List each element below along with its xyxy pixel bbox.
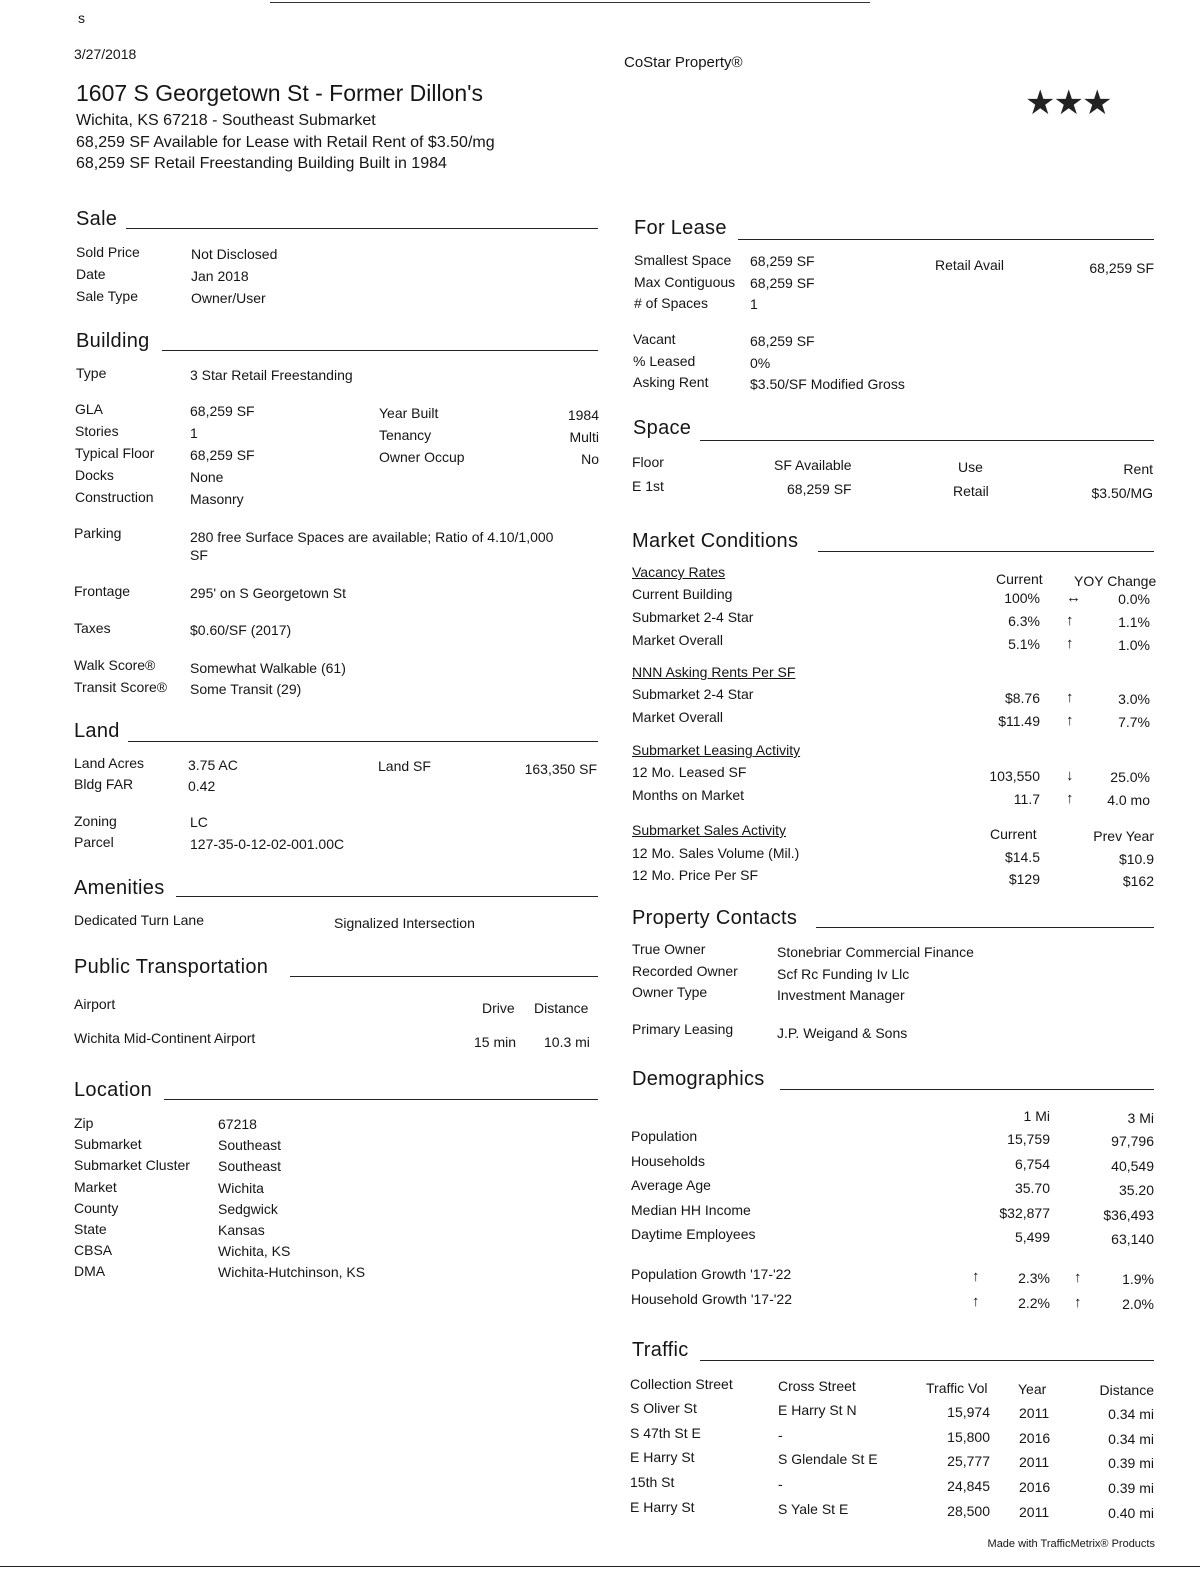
space-use: Retail [953, 483, 989, 499]
star-rating-icon: ★★★ [1025, 84, 1111, 122]
drive-col-header: Drive [482, 1000, 515, 1016]
contact-value: Stonebriar Commercial Finance [777, 944, 974, 960]
location-label: Submarket [74, 1136, 142, 1153]
building-right-value: 1984 [567, 407, 599, 423]
transport-rule [290, 976, 598, 977]
transit-score-label: Transit Score® [74, 679, 168, 695]
location-label: CBSA [74, 1242, 113, 1259]
demo-label: Median HH Income [631, 1201, 751, 1218]
contacts-rule [816, 927, 1154, 928]
demo-1mi: 35.70 [1014, 1180, 1050, 1196]
amenity-item: Signalized Intersection [334, 915, 475, 931]
traffic-collection: S 47th St E [630, 1424, 701, 1441]
traffic-cross: - [778, 1476, 783, 1493]
airport-name: Wichita Mid-Continent Airport [74, 1030, 256, 1046]
amenities-rule [176, 896, 598, 897]
traffic-col-year: Year [1018, 1381, 1047, 1397]
market-label: Months on Market [632, 787, 745, 803]
bottom-edge-line [0, 1566, 1200, 1567]
market-change: 3.0% [1118, 691, 1150, 707]
traffic-distance: 0.40 mi [1108, 1504, 1154, 1521]
growth-3mi: 1.9% [1122, 1271, 1154, 1287]
traffic-cross: E Harry St N [778, 1402, 857, 1418]
building-label: GLA [75, 401, 104, 417]
trend-arrow-icon: ↔ [1066, 589, 1081, 606]
sales-prev: $10.9 [1118, 851, 1154, 867]
contact-label: Recorded Owner [632, 962, 738, 979]
building-type-value: 3 Star Retail Freestanding [190, 367, 353, 383]
taxes-label: Taxes [74, 620, 111, 636]
trend-arrow-icon: ↓ [1066, 767, 1074, 784]
retail-avail-label: Retail Avail [935, 257, 1005, 273]
building-right-value: Multi [569, 429, 599, 445]
trend-arrow-icon: ↑ [1074, 1294, 1082, 1311]
sale-label: Sale Type [76, 288, 139, 304]
parking-label: Parking [74, 525, 122, 541]
trend-arrow-icon: ↑ [1066, 790, 1074, 807]
location-value: Wichita [218, 1179, 264, 1196]
location-value: Kansas [218, 1222, 265, 1238]
growth-label: Household Growth '17-'22 [631, 1291, 792, 1307]
subtitle-lease: 68,259 SF Available for Lease with Retail Rent of $3.50/mg [76, 134, 495, 151]
building-right-label: Tenancy [379, 427, 432, 443]
parcel-value: 127-35-0-12-02-001.00C [190, 836, 345, 852]
building-value: 68,259 SF [190, 447, 255, 463]
lease-heading: For Lease [634, 217, 727, 239]
traffic-collection: S Oliver St [630, 1400, 697, 1416]
traffic-cross: S Yale St E [778, 1500, 849, 1517]
amenity-item: Dedicated Turn Lane [74, 912, 204, 928]
market-label: Market Overall [632, 709, 724, 725]
market-current: 100% [1004, 590, 1040, 606]
lease-value: 68,259 SF [750, 274, 815, 291]
bldg-far-value: 0.42 [188, 778, 216, 794]
traffic-col-vol: Traffic Vol [926, 1380, 988, 1396]
page-title: 1607 S Georgetown St - Former Dillon's [76, 80, 484, 106]
parking-value-line2: SF [190, 547, 208, 563]
lease-value: $3.50/SF Modified Gross [750, 376, 905, 392]
building-type-label: Type [76, 365, 107, 381]
sales-activity-title: Submarket Sales Activity [632, 822, 787, 838]
space-col-sf: SF Available [774, 457, 852, 473]
lease-value: 68,259 SF [750, 333, 815, 349]
traffic-col-collection: Collection Street [630, 1376, 733, 1392]
demo-3mi: 35.20 [1118, 1182, 1154, 1198]
amenities-heading: Amenities [74, 877, 165, 899]
land-heading: Land [74, 720, 120, 742]
sale-label: Date [76, 266, 106, 282]
land-rule [128, 741, 598, 742]
market-label: Current Building [632, 586, 733, 602]
building-label: Typical Floor [75, 445, 155, 461]
land-acres-label: Land Acres [74, 755, 145, 771]
bldg-far-label: Bldg FAR [74, 776, 134, 792]
location-rule [164, 1099, 598, 1100]
building-value: 68,259 SF [190, 403, 255, 419]
demo-label: Population [631, 1128, 698, 1144]
nnn-rents-title: NNN Asking Rents Per SF [632, 664, 796, 680]
location-label: Market [74, 1178, 117, 1195]
sale-value: Jan 2018 [191, 268, 249, 284]
traffic-col-distance: Distance [1099, 1382, 1154, 1398]
primary-leasing-value: J.P. Weigand & Sons [777, 1025, 908, 1041]
airport-col-header: Airport [74, 996, 116, 1012]
demo-label: Households [631, 1152, 705, 1169]
location-heading: Location [74, 1079, 153, 1101]
sale-value: Owner/User [191, 290, 266, 306]
building-right-value: No [581, 451, 599, 467]
taxes-value: $0.60/SF (2017) [190, 622, 292, 638]
zoning-label: Zoning [74, 813, 117, 829]
growth-label: Population Growth '17-'22 [631, 1266, 792, 1282]
traffic-vol: 15,800 [947, 1428, 990, 1445]
subtitle-location: Wichita, KS 67218 - Southeast Submarket [76, 112, 376, 129]
trend-arrow-icon: ↑ [1066, 612, 1074, 629]
traffic-vol: 28,500 [947, 1502, 990, 1519]
demo-label: Average Age [631, 1177, 711, 1193]
traffic-vol: 25,777 [947, 1453, 990, 1470]
space-sf: 68,259 SF [787, 481, 852, 497]
trend-arrow-icon: ↑ [1066, 635, 1074, 652]
leasing-activity-title: Submarket Leasing Activity [632, 742, 801, 758]
market-change: 4.0 mo [1107, 792, 1150, 808]
location-label: DMA [74, 1263, 106, 1280]
market-change: 7.7% [1118, 714, 1150, 730]
traffic-year: 2011 [1019, 1503, 1050, 1520]
traffic-cross: - [778, 1426, 783, 1443]
demo-1mi: 5,499 [1014, 1229, 1050, 1245]
current-col-header: Current [996, 571, 1043, 587]
market-label: Submarket 2-4 Star [632, 609, 754, 625]
location-label: Zip [74, 1115, 94, 1131]
zoning-value: LC [190, 814, 208, 830]
growth-3mi: 2.0% [1122, 1296, 1154, 1312]
market-change: 0.0% [1118, 591, 1150, 607]
space-col-floor: Floor [632, 454, 664, 470]
traffic-collection: 15th St [630, 1474, 675, 1491]
brand-name: CoStar Property® [624, 54, 743, 71]
space-rent: $3.50/MG [1091, 485, 1153, 501]
lease-label: Smallest Space [634, 252, 732, 268]
market-current: 5.1% [1008, 636, 1040, 652]
contact-value: Investment Manager [777, 987, 905, 1003]
parking-value-line1: 280 free Surface Spaces are available; Ratio of 4.10/1,000 [190, 529, 554, 545]
location-value: Southeast [218, 1158, 282, 1175]
lease-value: 68,259 SF [750, 253, 815, 269]
retail-avail-value: 68,259 SF [1089, 260, 1154, 276]
lease-rule [738, 239, 1154, 240]
traffic-year: 2011 [1019, 1454, 1050, 1471]
traffic-distance: 0.34 mi [1108, 1430, 1154, 1447]
demo-3mi: $36,493 [1103, 1206, 1154, 1223]
building-label: Construction [75, 489, 154, 505]
contact-value: Scf Rc Funding Iv Llc [777, 965, 910, 982]
sales-prev-header: Prev Year [1093, 828, 1154, 844]
space-col-use: Use [958, 459, 983, 475]
lease-value: 1 [750, 296, 758, 312]
transit-score-value: Some Transit (29) [190, 681, 302, 697]
space-floor: E 1st [632, 478, 664, 494]
location-value: Southeast [218, 1137, 282, 1154]
sale-label: Sold Price [76, 244, 140, 260]
trend-arrow-icon: ↑ [1066, 689, 1074, 706]
trend-arrow-icon: ↑ [972, 1293, 980, 1310]
lease-label: Max Contiguous [634, 273, 736, 290]
airport-drive: 15 min [474, 1034, 517, 1050]
contact-label: Owner Type [632, 984, 708, 1000]
market-current: $11.49 [998, 713, 1040, 729]
trend-arrow-icon: ↑ [1074, 1269, 1082, 1286]
demo-1mi: 6,754 [1014, 1155, 1050, 1172]
demo-label: Daytime Employees [631, 1226, 756, 1242]
building-right-label: Owner Occup [379, 449, 465, 465]
yoy-col-header: YOY Change [1074, 573, 1157, 589]
demo-1mi: 15,759 [1007, 1131, 1050, 1147]
traffic-collection: E Harry St [630, 1449, 695, 1466]
trend-arrow-icon: ↑ [1066, 712, 1074, 729]
building-heading: Building [76, 330, 150, 352]
market-change: 1.1% [1118, 614, 1150, 630]
building-value: 1 [190, 425, 198, 441]
vacancy-rates-title: Vacancy Rates [632, 564, 726, 580]
traffic-distance: 0.34 mi [1108, 1406, 1154, 1422]
sales-prev: $162 [1122, 873, 1154, 889]
sale-rule [126, 228, 598, 229]
walk-score-value: Somewhat Walkable (61) [190, 660, 346, 676]
trend-arrow-icon: ↑ [972, 1268, 980, 1285]
space-rule [700, 440, 1154, 441]
market-current: 11.7 [1013, 791, 1040, 807]
frontage-label: Frontage [74, 583, 131, 599]
contacts-heading: Property Contacts [632, 907, 798, 929]
sales-current: $129 [1008, 871, 1040, 887]
land-sf-value: 163,350 SF [524, 761, 597, 777]
land-sf-label: Land SF [378, 758, 431, 774]
demographics-heading: Demographics [632, 1068, 765, 1090]
top-edge-line [270, 2, 870, 3]
transport-heading: Public Transportation [74, 956, 269, 978]
market-current: 6.3% [1008, 613, 1040, 629]
sales-current: $14.5 [1004, 849, 1040, 865]
market-change: 25.0% [1110, 769, 1150, 785]
frontage-value: 295' on S Georgetown St [190, 585, 346, 601]
lease-value: 0% [750, 354, 771, 371]
space-heading: Space [633, 417, 692, 439]
traffic-vol: 15,974 [947, 1404, 990, 1420]
location-value: Sedgwick [218, 1200, 278, 1217]
demo-3mi: 97,796 [1111, 1133, 1154, 1149]
market-label: Submarket 2-4 Star [632, 686, 754, 702]
location-label: County [74, 1199, 119, 1216]
parcel-label: Parcel [74, 834, 114, 850]
lease-label: Asking Rent [633, 374, 709, 390]
space-col-rent: Rent [1123, 461, 1153, 477]
lease-label: % Leased [633, 352, 696, 369]
land-acres-value: 3.75 AC [188, 757, 238, 773]
distance-col-header: Distance [534, 1000, 589, 1016]
market-label: 12 Mo. Leased SF [632, 764, 747, 780]
growth-1mi: 2.2% [1018, 1295, 1050, 1311]
subtitle-building: 68,259 SF Retail Freestanding Building Built in 1984 [76, 155, 447, 172]
market-heading: Market Conditions [632, 530, 799, 552]
sales-label: 12 Mo. Sales Volume (Mil.) [632, 845, 800, 861]
sale-heading: Sale [76, 208, 118, 230]
location-value: 67218 [218, 1116, 257, 1132]
traffic-heading: Traffic [632, 1339, 689, 1361]
traffic-year: 2016 [1019, 1479, 1051, 1496]
traffic-collection: E Harry St [630, 1498, 695, 1515]
demo-col-3mi: 3 Mi [1127, 1110, 1154, 1126]
traffic-vol: 24,845 [947, 1478, 990, 1495]
building-value: None [190, 469, 224, 485]
primary-leasing-label: Primary Leasing [632, 1021, 734, 1037]
traffic-year: 2011 [1019, 1405, 1050, 1421]
market-current: $8.76 [1004, 690, 1040, 706]
demo-col-1mi: 1 Mi [1023, 1108, 1050, 1124]
sales-current-header: Current [990, 826, 1037, 842]
sales-label: 12 Mo. Price Per SF [632, 867, 759, 883]
location-label: State [74, 1221, 107, 1237]
demographics-rule [780, 1089, 1154, 1090]
building-rule [162, 350, 598, 351]
location-value: Wichita-Hutchinson, KS [218, 1264, 366, 1281]
traffic-col-cross: Cross Street [778, 1378, 856, 1394]
demo-3mi: 40,549 [1111, 1157, 1154, 1174]
market-current: 103,550 [989, 768, 1040, 784]
traffic-distance: 0.39 mi [1108, 1480, 1154, 1497]
print-date: 3/27/2018 [74, 46, 137, 62]
demo-3mi: 63,140 [1111, 1231, 1154, 1247]
location-label: Submarket Cluster [74, 1157, 190, 1174]
contact-label: True Owner [632, 941, 706, 957]
traffic-rule [700, 1360, 1154, 1361]
sale-value: Not Disclosed [191, 246, 278, 262]
market-rule [818, 551, 1154, 552]
demo-1mi: $32,877 [999, 1204, 1050, 1221]
walk-score-label: Walk Score® [74, 657, 156, 673]
traffic-footer: Made with TrafficMetrix® Products [987, 1538, 1155, 1550]
building-label: Docks [75, 467, 114, 483]
building-right-label: Year Built [379, 405, 439, 421]
market-change: 1.0% [1118, 637, 1150, 653]
lease-label: # of Spaces [634, 295, 708, 311]
building-value: Masonry [190, 491, 244, 507]
traffic-year: 2016 [1019, 1429, 1051, 1446]
growth-1mi: 2.3% [1018, 1270, 1050, 1286]
market-label: Market Overall [632, 632, 724, 648]
airport-distance: 10.3 mi [544, 1034, 590, 1050]
building-label: Stories [75, 423, 119, 439]
lease-label: Vacant [633, 331, 676, 347]
traffic-distance: 0.39 mi [1108, 1455, 1154, 1472]
header-mark: s [78, 10, 85, 26]
traffic-cross: S Glendale St E [778, 1451, 878, 1468]
location-value: Wichita, KS [218, 1243, 291, 1260]
